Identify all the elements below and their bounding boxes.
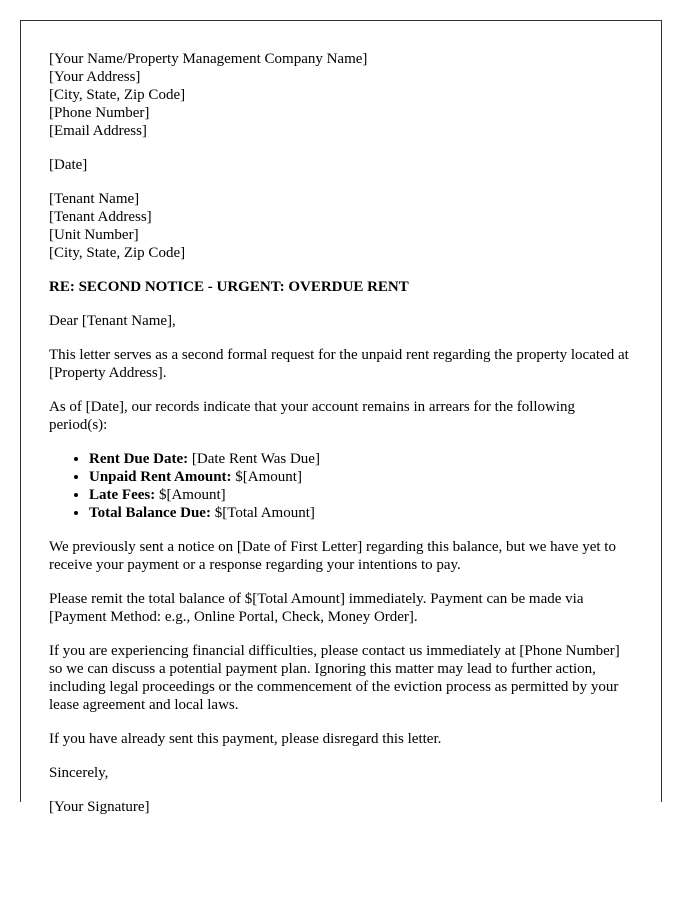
recipient-address: [Tenant Address]	[49, 209, 152, 225]
intro-paragraph: This letter serves as a second formal request for the unpaid rent regarding the property located at [Property Address].	[49, 347, 629, 381]
letter-date: [Date]	[49, 157, 88, 173]
detail-value: $[Amount]	[231, 469, 302, 485]
sender-email: [Email Address]	[49, 123, 147, 139]
records-paragraph: As of [Date], our records indicate that your account remains in arrears for the following period(s):	[49, 399, 576, 433]
detail-value: $[Amount]	[155, 487, 226, 503]
detail-label: Rent Due Date:	[89, 451, 189, 467]
disregard-paragraph: If you have already sent this payment, please disregard this letter.	[49, 731, 442, 747]
letter-content	[21, 21, 661, 816]
recipient-name: [Tenant Name]	[49, 191, 140, 207]
detail-value: [Date Rent Was Due]	[188, 451, 320, 467]
salutation: Dear [Tenant Name],	[49, 313, 176, 329]
detail-label: Total Balance Due:	[89, 505, 211, 521]
detail-label: Unpaid Rent Amount:	[89, 469, 232, 485]
detail-total-balance	[89, 504, 633, 522]
subject-line: RE: SECOND NOTICE - URGENT: OVERDUE RENT	[49, 279, 409, 295]
sender-phone: [Phone Number]	[49, 105, 150, 121]
closing: Sincerely,	[49, 765, 109, 781]
recipient-city-state-zip: [City, State, Zip Code]	[49, 245, 186, 261]
letter-page	[20, 20, 662, 815]
detail-label: Late Fees:	[89, 487, 156, 503]
sender-city-state-zip: [City, State, Zip Code]	[49, 87, 186, 103]
sender-block	[49, 50, 633, 140]
recipient-block	[49, 190, 633, 262]
detail-unpaid-rent	[89, 468, 633, 486]
sender-name: [Your Name/Property Management Company Name]	[49, 51, 368, 67]
detail-rent-due-date	[89, 450, 633, 468]
detail-late-fees	[89, 486, 633, 504]
difficulties-paragraph: If you are experiencing financial difficulties, please contact us immediately at [Phone Number] so we can discuss a potential payment plan. Ignoring this matter may lead to further action, including legal proceedings or the commencement of the eviction process as permitted by your lease agreement and local laws.	[49, 643, 620, 713]
detail-value: $[Total Amount]	[210, 505, 315, 521]
balance-details-list	[49, 450, 633, 522]
sender-address: [Your Address]	[49, 69, 141, 85]
recipient-unit: [Unit Number]	[49, 227, 139, 243]
previous-notice-paragraph: We previously sent a notice on [Date of First Letter] regarding this balance, but we have yet to receive your payment or a response regarding your intentions to pay.	[49, 539, 616, 573]
signature: [Your Signature]	[49, 799, 150, 815]
remit-paragraph: Please remit the total balance of $[Total Amount] immediately. Payment can be made via [Payment Method: e.g., Online Portal, Check, Money Order].	[49, 591, 584, 625]
